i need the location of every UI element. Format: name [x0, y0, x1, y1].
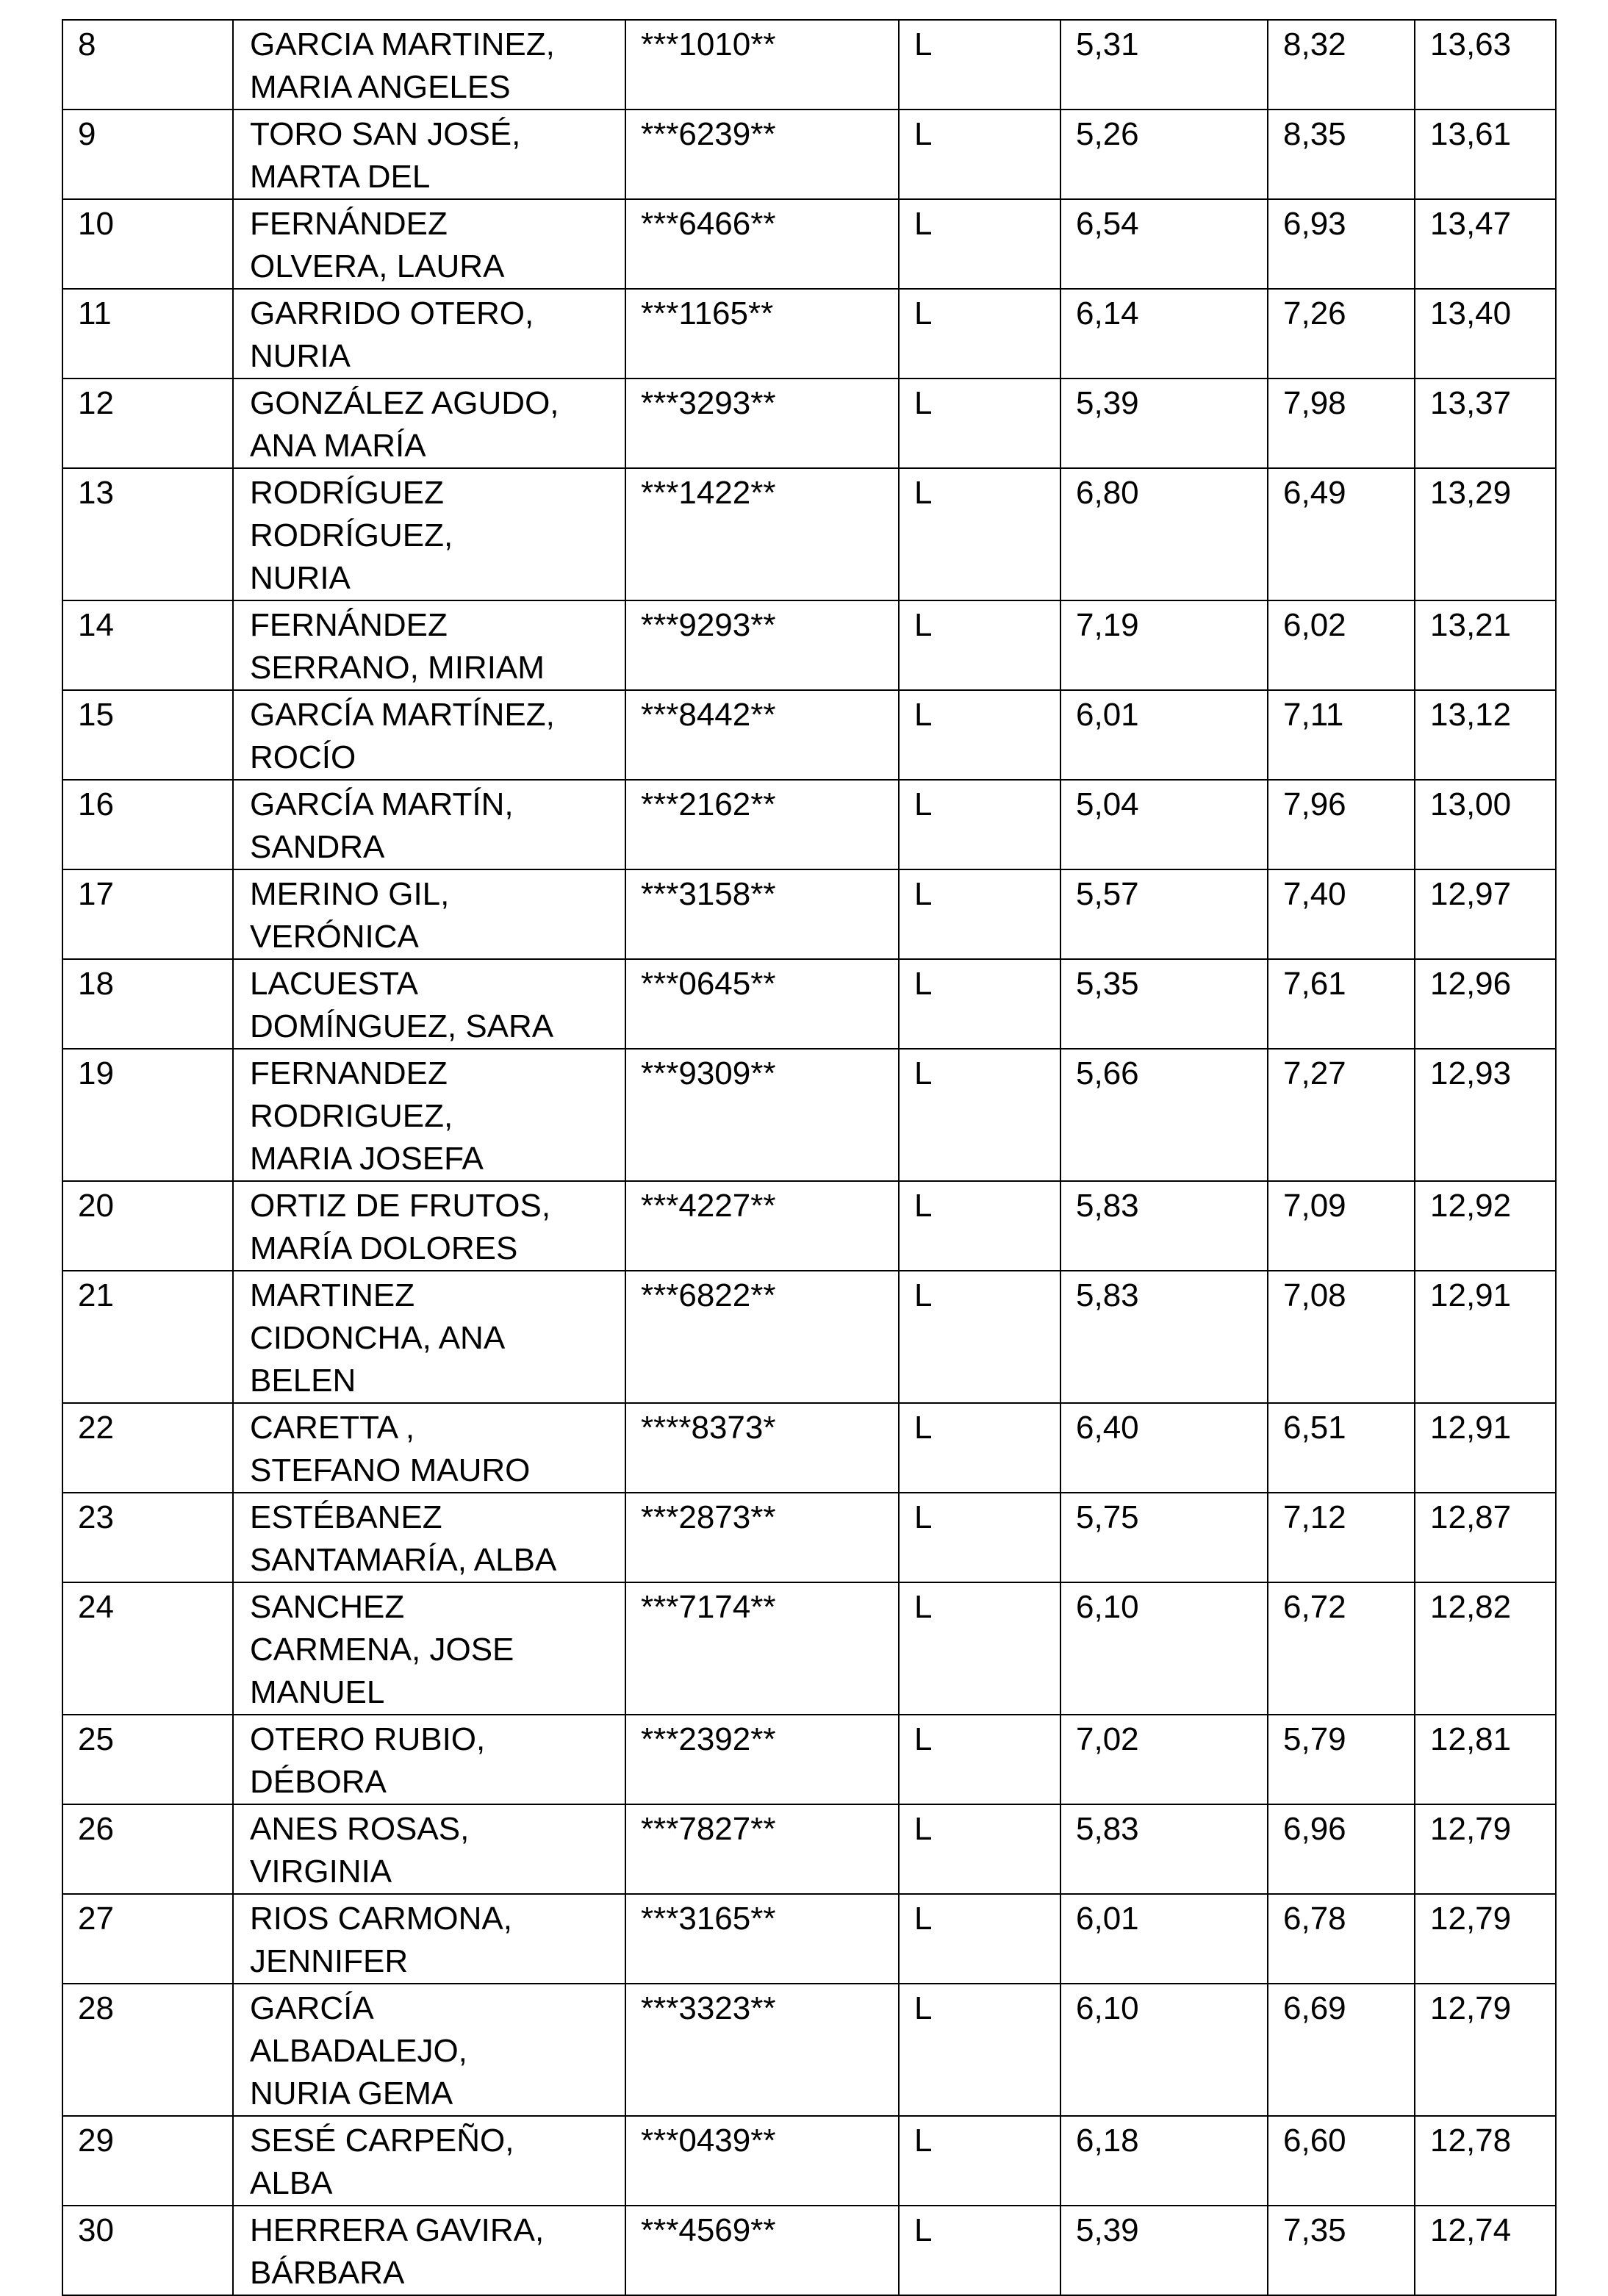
name-line: BELEN [250, 1363, 356, 1399]
row-code-cell: L [899, 468, 1060, 600]
row-order-cell: 14 [62, 600, 233, 690]
row-total-cell: 12,91 [1415, 1403, 1556, 1493]
name-line: DOMÍNGUEZ, SARA [250, 1008, 554, 1044]
row-name-cell [233, 959, 625, 1049]
name-line: MANUEL [250, 1674, 385, 1710]
row-score2-cell: 7,09 [1268, 1181, 1415, 1271]
name-line: STEFANO MAURO [250, 1452, 531, 1488]
row-score1-cell: 5,83 [1060, 1804, 1268, 1894]
name-line: FERNÁNDEZ [250, 206, 448, 242]
row-score2-cell: 6,51 [1268, 1403, 1415, 1493]
row-score1-cell: 5,39 [1060, 2206, 1268, 2295]
row-code-cell: L [899, 1984, 1060, 2116]
table-row [62, 1403, 1556, 1493]
row-score1-cell: 5,39 [1060, 379, 1268, 468]
row-total-cell: 12,79 [1415, 1894, 1556, 1984]
row-order-cell: 19 [62, 1049, 233, 1181]
row-code-cell: L [899, 1715, 1060, 1804]
name-line: ANES ROSAS, [250, 1811, 470, 1847]
row-name-cell [233, 2116, 625, 2206]
name-line: RIOS CARMONA, [250, 1901, 512, 1937]
name-line: OLVERA, LAURA [250, 248, 505, 284]
row-name-cell [233, 1804, 625, 1894]
name-line: CARETTA , [250, 1410, 415, 1446]
row-name-cell [233, 2206, 625, 2295]
row-id-cell: ***4227** [625, 1181, 899, 1271]
row-id-cell: ***3165** [625, 1894, 899, 1984]
table-row [62, 379, 1556, 468]
row-code-cell: L [899, 600, 1060, 690]
table-row [62, 1804, 1556, 1894]
name-line: ALBA [250, 2165, 333, 2201]
row-id-cell: ***1010** [625, 20, 899, 110]
row-score1-cell: 6,40 [1060, 1403, 1268, 1493]
row-code-cell: L [899, 1804, 1060, 1894]
row-order-cell: 22 [62, 1403, 233, 1493]
row-code-cell: L [899, 2116, 1060, 2206]
row-code-cell: L [899, 1582, 1060, 1715]
name-line: GARCÍA MARTÍN, [250, 786, 514, 822]
row-score2-cell: 7,40 [1268, 869, 1415, 959]
name-line: GARRIDO OTERO, [250, 295, 534, 331]
row-id-cell: ***9293** [625, 600, 899, 690]
table-row [62, 1271, 1556, 1403]
row-score2-cell: 6,78 [1268, 1894, 1415, 1984]
row-id-cell: ***4569** [625, 2206, 899, 2295]
row-total-cell: 12,92 [1415, 1181, 1556, 1271]
name-line: GARCÍA MARTÍNEZ, [250, 697, 555, 733]
row-score2-cell: 7,11 [1268, 690, 1415, 780]
name-line: MERINO GIL, [250, 876, 450, 912]
row-total-cell: 12,79 [1415, 1804, 1556, 1894]
row-code-cell: L [899, 1894, 1060, 1984]
row-order-cell: 18 [62, 959, 233, 1049]
row-name-cell [233, 1181, 625, 1271]
row-id-cell: ***3293** [625, 379, 899, 468]
row-id-cell: ***6822** [625, 1271, 899, 1403]
name-line: CIDONCHA, ANA [250, 1320, 506, 1356]
row-total-cell: 12,87 [1415, 1493, 1556, 1582]
row-total-cell: 12,96 [1415, 959, 1556, 1049]
row-order-cell: 16 [62, 780, 233, 869]
name-line: TORO SAN JOSÉ, [250, 116, 521, 152]
name-line: HERRERA GAVIRA, [250, 2212, 545, 2248]
name-line: FERNÁNDEZ [250, 607, 448, 643]
row-order-cell: 25 [62, 1715, 233, 1804]
row-id-cell: ***2873** [625, 1493, 899, 1582]
table-row [62, 2116, 1556, 2206]
row-total-cell: 13,47 [1415, 199, 1556, 289]
row-id-cell: ***1422** [625, 468, 899, 600]
row-id-cell: ****8373* [625, 1403, 899, 1493]
row-total-cell: 13,63 [1415, 20, 1556, 110]
row-score1-cell: 6,10 [1060, 1984, 1268, 2116]
row-id-cell: ***1165** [625, 289, 899, 379]
row-code-cell: L [899, 2206, 1060, 2295]
row-name-cell [233, 1403, 625, 1493]
row-name-cell [233, 600, 625, 690]
row-name-cell [233, 379, 625, 468]
row-score1-cell: 6,80 [1060, 468, 1268, 600]
table-row [62, 1582, 1556, 1715]
name-line: BÁRBARA [250, 2255, 405, 2291]
row-code-cell: L [899, 1493, 1060, 1582]
name-line: NURIA [250, 338, 351, 374]
name-line: ALBADALEJO, [250, 2033, 467, 2069]
table-row [62, 600, 1556, 690]
row-score1-cell: 6,10 [1060, 1582, 1268, 1715]
row-code-cell: L [899, 780, 1060, 869]
row-score1-cell: 7,19 [1060, 600, 1268, 690]
row-order-cell: 12 [62, 379, 233, 468]
row-id-cell: ***9309** [625, 1049, 899, 1181]
row-score2-cell: 6,72 [1268, 1582, 1415, 1715]
name-line: NURIA GEMA [250, 2076, 453, 2112]
row-code-cell: L [899, 1049, 1060, 1181]
row-code-cell: L [899, 959, 1060, 1049]
table-row [62, 289, 1556, 379]
row-name-cell [233, 289, 625, 379]
row-total-cell: 13,21 [1415, 600, 1556, 690]
row-score2-cell: 8,35 [1268, 110, 1415, 199]
row-order-cell: 17 [62, 869, 233, 959]
name-line: CARMENA, JOSE [250, 1632, 514, 1668]
row-code-cell: L [899, 20, 1060, 110]
row-order-cell: 9 [62, 110, 233, 199]
name-line: RODRÍGUEZ [250, 475, 444, 511]
name-line: OTERO RUBIO, [250, 1721, 486, 1757]
row-name-cell [233, 780, 625, 869]
row-score2-cell: 7,26 [1268, 289, 1415, 379]
row-total-cell: 13,12 [1415, 690, 1556, 780]
row-score1-cell: 6,01 [1060, 1894, 1268, 1984]
row-score1-cell: 5,04 [1060, 780, 1268, 869]
row-order-cell: 30 [62, 2206, 233, 2295]
name-line: ORTIZ DE FRUTOS, [250, 1188, 551, 1224]
row-total-cell: 13,00 [1415, 780, 1556, 869]
row-order-cell: 28 [62, 1984, 233, 2116]
row-name-cell [233, 1582, 625, 1715]
name-line: ESTÉBANEZ [250, 1499, 442, 1535]
row-score1-cell: 7,02 [1060, 1715, 1268, 1804]
row-code-cell: L [899, 690, 1060, 780]
table-row [62, 1049, 1556, 1181]
row-id-cell: ***7174** [625, 1582, 899, 1715]
row-total-cell: 13,61 [1415, 110, 1556, 199]
row-score2-cell: 7,96 [1268, 780, 1415, 869]
row-score1-cell: 5,66 [1060, 1049, 1268, 1181]
name-line: MARTA DEL [250, 159, 431, 195]
row-id-cell: ***3158** [625, 869, 899, 959]
row-name-cell [233, 690, 625, 780]
name-line: MARTINEZ [250, 1277, 415, 1313]
name-line: VERÓNICA [250, 919, 419, 955]
table-row [62, 468, 1556, 600]
name-line: VIRGINIA [250, 1854, 392, 1890]
name-line: SESÉ CARPEÑO, [250, 2123, 514, 2159]
name-line: RODRIGUEZ, [250, 1098, 453, 1134]
row-score2-cell: 7,27 [1268, 1049, 1415, 1181]
row-code-cell: L [899, 110, 1060, 199]
row-order-cell: 23 [62, 1493, 233, 1582]
row-total-cell: 12,79 [1415, 1984, 1556, 2116]
table-row [62, 20, 1556, 110]
table-row [62, 1493, 1556, 1582]
row-total-cell: 12,78 [1415, 2116, 1556, 2206]
table-row [62, 690, 1556, 780]
row-score1-cell: 5,31 [1060, 20, 1268, 110]
results-table [62, 19, 1557, 2296]
row-name-cell [233, 110, 625, 199]
row-score2-cell: 6,93 [1268, 199, 1415, 289]
row-score1-cell: 5,83 [1060, 1271, 1268, 1403]
row-total-cell: 12,91 [1415, 1271, 1556, 1403]
row-total-cell: 12,82 [1415, 1582, 1556, 1715]
row-order-cell: 27 [62, 1894, 233, 1984]
row-name-cell [233, 20, 625, 110]
row-score2-cell: 7,98 [1268, 379, 1415, 468]
row-score1-cell: 6,18 [1060, 2116, 1268, 2206]
table-row [62, 959, 1556, 1049]
row-order-cell: 11 [62, 289, 233, 379]
table-row [62, 1984, 1556, 2116]
table-row [62, 110, 1556, 199]
row-code-cell: L [899, 289, 1060, 379]
name-line: ANA MARÍA [250, 428, 426, 464]
row-score1-cell: 5,57 [1060, 869, 1268, 959]
row-score1-cell: 6,54 [1060, 199, 1268, 289]
name-line: LACUESTA [250, 966, 419, 1002]
row-name-cell [233, 1493, 625, 1582]
row-total-cell: 12,93 [1415, 1049, 1556, 1181]
row-order-cell: 21 [62, 1271, 233, 1403]
row-score2-cell: 5,79 [1268, 1715, 1415, 1804]
name-line: MARÍA DOLORES [250, 1230, 518, 1266]
row-score2-cell: 6,60 [1268, 2116, 1415, 2206]
name-line: GARCÍA [250, 1990, 374, 2026]
name-line: DÉBORA [250, 1764, 387, 1800]
row-code-cell: L [899, 1271, 1060, 1403]
row-total-cell: 12,81 [1415, 1715, 1556, 1804]
row-order-cell: 26 [62, 1804, 233, 1894]
table-row [62, 780, 1556, 869]
name-line: NURIA [250, 560, 351, 596]
row-score1-cell: 5,75 [1060, 1493, 1268, 1582]
table-row [62, 1894, 1556, 1984]
name-line: MARIA JOSEFA [250, 1141, 484, 1177]
row-code-cell: L [899, 199, 1060, 289]
row-name-cell [233, 1894, 625, 1984]
row-name-cell [233, 468, 625, 600]
table-row [62, 1715, 1556, 1804]
results-table-body [62, 20, 1556, 2295]
row-id-cell: ***7827** [625, 1804, 899, 1894]
row-total-cell: 13,40 [1415, 289, 1556, 379]
name-line: RODRÍGUEZ, [250, 517, 453, 553]
row-id-cell: ***0439** [625, 2116, 899, 2206]
row-total-cell: 12,74 [1415, 2206, 1556, 2295]
row-order-cell: 13 [62, 468, 233, 600]
row-id-cell: ***6239** [625, 110, 899, 199]
row-code-cell: L [899, 379, 1060, 468]
row-total-cell: 13,37 [1415, 379, 1556, 468]
row-order-cell: 10 [62, 199, 233, 289]
row-id-cell: ***3323** [625, 1984, 899, 2116]
row-total-cell: 13,29 [1415, 468, 1556, 600]
row-total-cell: 12,97 [1415, 869, 1556, 959]
row-score2-cell: 6,96 [1268, 1804, 1415, 1894]
row-order-cell: 29 [62, 2116, 233, 2206]
row-code-cell: L [899, 1181, 1060, 1271]
row-code-cell: L [899, 869, 1060, 959]
row-name-cell [233, 1715, 625, 1804]
name-line: GARCIA MARTINEZ, [250, 26, 555, 62]
row-id-cell: ***2162** [625, 780, 899, 869]
row-score2-cell: 6,49 [1268, 468, 1415, 600]
row-score2-cell: 7,12 [1268, 1493, 1415, 1582]
name-line: SANDRA [250, 829, 385, 865]
row-order-cell: 8 [62, 20, 233, 110]
name-line: FERNANDEZ [250, 1055, 448, 1091]
name-line: GONZÁLEZ AGUDO, [250, 385, 559, 421]
name-line: SANTAMARÍA, ALBA [250, 1542, 557, 1578]
row-score2-cell: 7,61 [1268, 959, 1415, 1049]
name-line: MARIA ANGELES [250, 69, 511, 105]
row-id-cell: ***0645** [625, 959, 899, 1049]
row-name-cell [233, 199, 625, 289]
row-score2-cell: 6,02 [1268, 600, 1415, 690]
row-code-cell: L [899, 1403, 1060, 1493]
name-line: ROCÍO [250, 739, 356, 775]
row-score1-cell: 5,35 [1060, 959, 1268, 1049]
row-order-cell: 20 [62, 1181, 233, 1271]
row-score2-cell: 7,35 [1268, 2206, 1415, 2295]
row-name-cell [233, 1984, 625, 2116]
row-id-cell: ***2392** [625, 1715, 899, 1804]
row-score1-cell: 6,14 [1060, 289, 1268, 379]
table-row [62, 2206, 1556, 2295]
row-score2-cell: 7,08 [1268, 1271, 1415, 1403]
row-order-cell: 15 [62, 690, 233, 780]
row-score1-cell: 6,01 [1060, 690, 1268, 780]
table-row [62, 1181, 1556, 1271]
table-row [62, 869, 1556, 959]
row-order-cell: 24 [62, 1582, 233, 1715]
row-name-cell [233, 1049, 625, 1181]
row-score1-cell: 5,26 [1060, 110, 1268, 199]
row-id-cell: ***8442** [625, 690, 899, 780]
row-score1-cell: 5,83 [1060, 1181, 1268, 1271]
row-name-cell [233, 869, 625, 959]
row-score2-cell: 6,69 [1268, 1984, 1415, 2116]
row-id-cell: ***6466** [625, 199, 899, 289]
table-row [62, 199, 1556, 289]
row-name-cell [233, 1271, 625, 1403]
row-score2-cell: 8,32 [1268, 20, 1415, 110]
name-line: JENNIFER [250, 1943, 409, 1979]
name-line: SERRANO, MIRIAM [250, 650, 545, 686]
name-line: SANCHEZ [250, 1589, 405, 1625]
